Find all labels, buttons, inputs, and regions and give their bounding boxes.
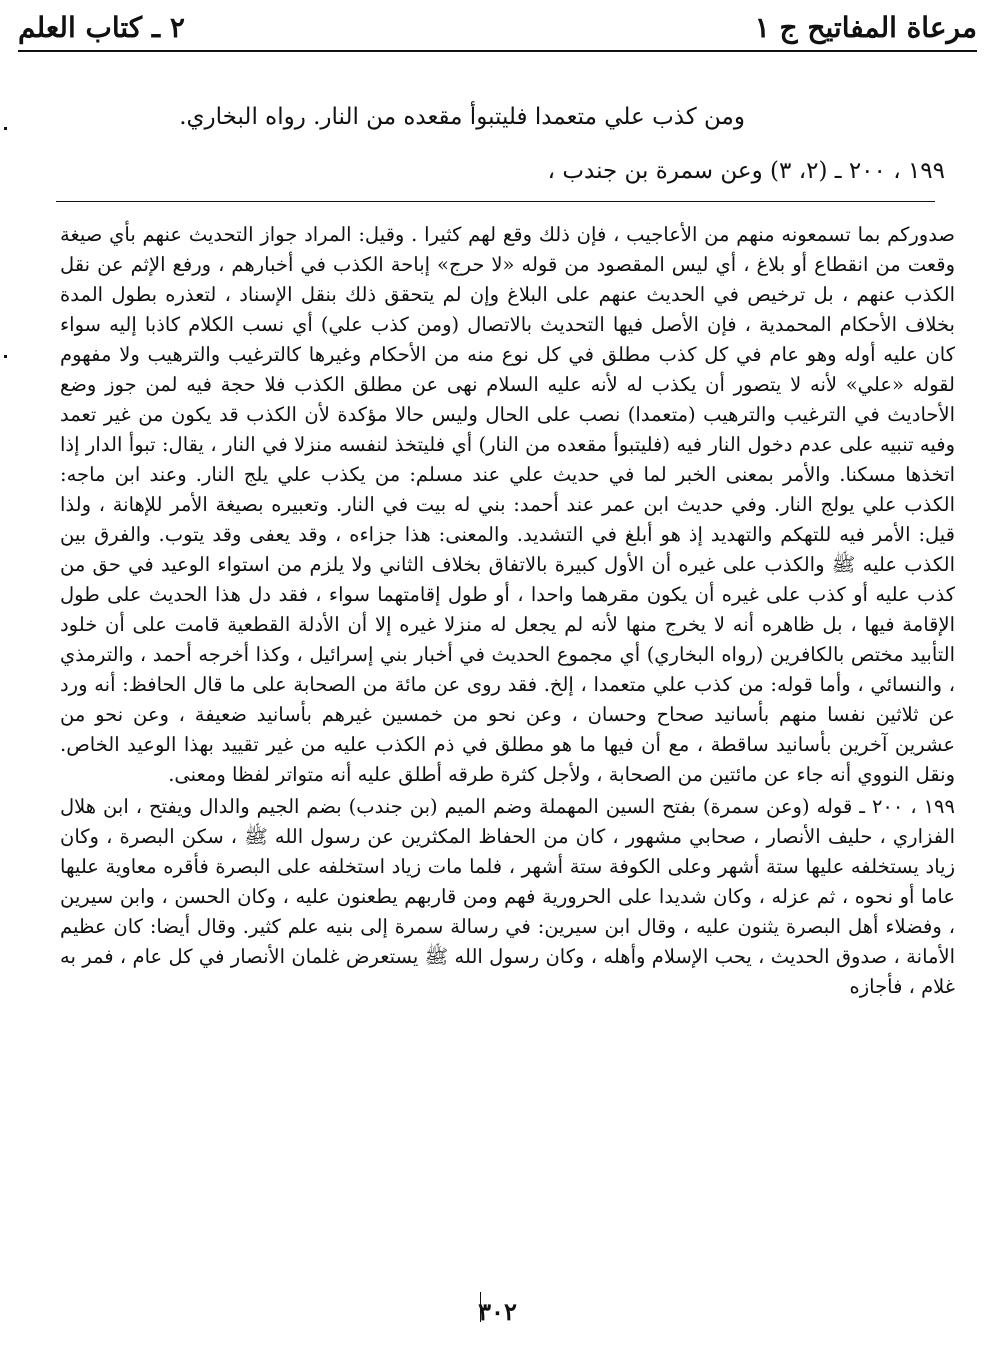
running-title: مرعاة المفاتيح ج ١ [754,10,977,44]
page-header [18,6,977,48]
page-number: ٣٠٢ [478,1297,517,1326]
header-rule [18,50,977,52]
margin-mark [4,127,7,130]
hadith-line-2: ١٩٩ ، ٢٠٠ ـ (٢، ٣) وعن سمرة بن جندب ، [547,158,945,184]
section-divider [56,201,935,202]
chapter-title: ٢ ـ كتاب العلم [18,10,185,44]
commentary [60,220,955,1002]
commentary-paragraph-2: ١٩٩ ، ٢٠٠ ـ قوله (وعن سمرة) بفتح السين المهملة وضم الميم (بن جندب) بضم الجيم والدال ويفتح ، ابن هلال الفزاري ، حليف الأنصار ، صحابي مشهور ، كان من الحفاظ المكثرين عن رسول الله ﷺ ، سكن البصرة ، وكان زياد يستخلفه عليها ستة أشهر وعلى الكوفة ستة أشهر ، فلما مات زياد استخلفه على البصرة فأقره معاوية عليها عاما أو نحوه ، ثم عزله ، وكان شديدا على الحرورية فهم ومن قاربهم يطعنون عليه ، وكان الحسن ، وابن سيرين ، وفضلاء أهل البصرة يثنون عليه ، وقال ابن سيرين: في رسالة سمرة إلى بنيه علم كثير. وقال أيضا: كان عظيم الأمانة ، صدوق الحديث ، يحب الإسلام وأهله ، وكان رسول الله ﷺ يستعرض غلمان الأنصار في كل عام ، فمر به غلام ، فأجازه [60,795,955,998]
margin-mark [4,355,7,358]
commentary-paragraph-1: صدوركم بما تسمعونه منهم من الأعاجيب ، فإن ذلك وقع لهم كثيرا . وقيل: المراد جواز التحديث عنهم بأي صيغة وقعت من انقطاع أو بلاغ ، أي ليس المقصود من قوله «لا حرج» إباحة الكذب في أخبارهم ، ورفع الإثم عن نقل الكذب عنهم ، بل ترخيص في الحديث عنهم على البلاغ وإن لم يتحقق ذلك بنقل الإسناد ، لتعذره بطول المدة بخلاف الأحكام المحمدية ، فإن الأصل فيها التحديث بالاتصال (ومن كذب علي) أي نسب الكلام كاذبا إليه سواء كان عليه أوله وهو عام في كل كذب مطلق في كل نوع منه من الأحكام وغيرها كالترغيب والترهيب ولا مفهوم لقوله «علي» لأنه لا يتصور أن يكذب له لأنه عليه السلام نهى عن مطلق الكذب فلا حجة فيه لمن جوز وضع الأحاديث في الترغيب والترهيب (متعمدا) نصب على الحال وليس حالا مؤكدة لأن الكذب قد يكون من غير تعمد وفيه تنبيه على عدم دخول النار فيه (فليتبوأ مقعده من النار) أي فليتخذ لنفسه منزلا في النار ، يقال: تبوأ الدار إذا اتخذها مسكنا. والأمر بمعنى الخبر لما في حديث علي عند مسلم: من يكذب علي يلج النار. وعند ابن ماجه: الكذب علي يولج النار. وفي حديث ابن عمر عند أحمد: بني له بيت في النار. وتعبيره بصيغة الأمر للإهانة ، ولذا قيل: الأمر فيه للتهكم والتهديد إذ هو أبلغ في التشديد. والمعنى: هذا جزاءه ، وقد يعفى وقد يتوب. والفرق بين الكذب عليه ﷺ والكذب على غيره أن الأول كبيرة بالاتفاق بخلاف الثاني ولا يلزم من استواء الوعيد في حق من كذب عليه أو كذب على غيره أن يكون مقرهما واحدا ، أو طول إقامتهما سواء ، فقد دل هذا الحديث على طول الإقامة فيها ، بل ظاهره أنه لا يخرج منها لأنه لم يجعل له منزلا غيره إلا أن الأدلة القطعية قامت على أن خلود التأبيد مختص بالكافرين (رواه البخاري) أي مجموع الحديث في أخبار بني إسرائيل ، وكذا أخرجه أحمد ، والترمذي ، والنسائي ، وأما قوله: من كذب علي متعمدا ، إلخ. فقد روى عن مائة من الصحابة على ما قال الحافظ: أنه ورد عن ثلاثين نفسا منهم بأسانيد صحاح وحسان ، وعن نحو من خمسين غيرهم بأسانيد ضعيفة ، وعن نحو من عشرين آخرين بأسانيد ساقطة ، مع أن فيها ما هو مطلق في ذم الكذب عليه من غير تقييد بهذا الوعيد الخاص. ونقل النووي أنه جاء عن مائتين من الصحابة ، ولأجل كثرة طرقه أطلق عليه أنه متواتر لفظا ومعنى. [60,223,955,786]
hadith-line-1: ومن كذب علي متعمدا فليتبوأ مقعده من النار. رواه البخاري. [179,104,745,130]
hadith-text [40,90,955,198]
